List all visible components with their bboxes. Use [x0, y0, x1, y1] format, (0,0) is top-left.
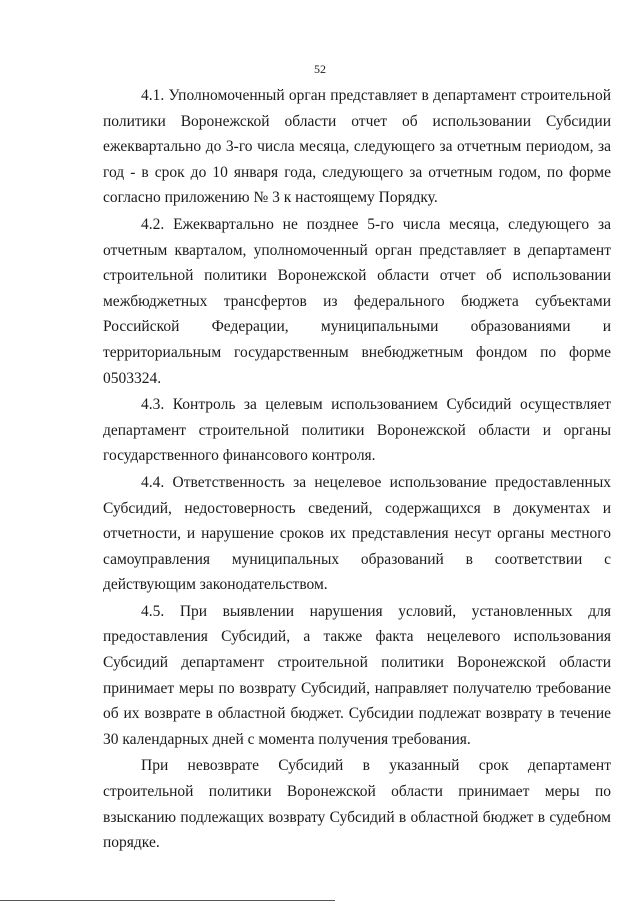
- paragraph-4-2: 4.2. Ежеквартально не позднее 5-го числа месяца, следующего за отчетным кварталом, уполномоченный орган представляет в департамент строительной политики Воронежской области отчет об использовании межбюджетных трансфертов из федерального бюджета субъектами Российской Федерации, муниципальными образованиями и территориальным государственным внебюджетным фондом по форме 0503324.: [103, 215, 611, 387]
- bottom-divider: [0, 900, 335, 901]
- paragraph-non-return: При невозврате Субсидий в указанный срок департамент строительной политики Воронежской области принимает меры по взысканию подлежащих возврату Субсидий в областной бюджет в судебном порядке.: [103, 757, 611, 852]
- paragraph-4-5: 4.5. При выявлении нарушения условий, установленных для предоставления Субсидий, а также факта нецелевого использования Субсидий департамент строительной политики Воронежской области принимает меры по возврату Субсидий, направляет получателю требование об их возврате в областной бюджет. Субсидии подлежат возврату в течение 30 календарных дней с момента получения требования.: [103, 602, 611, 748]
- paragraph-4-3: 4.3. Контроль за целевым использованием Субсидий осуществляет департамент строительной политики Воронежской области и органы государственного финансового контроля.: [103, 396, 611, 465]
- paragraph-4-4: 4.4. Ответственность за нецелевое использование предоставленных Субсидий, недостоверность сведений, содержащихся в документах и отчетности, и нарушение сроков их представления несут органы местного самоуправления муниципальных образований в соответствии с действующим законодательством.: [103, 473, 611, 594]
- document-body: [103, 83, 611, 856]
- paragraph-4-1: 4.1. Уполномоченный орган представляет в департамент строительной политики Воронежской области отчет об использовании Субсидии ежеквартально до 3-го числа месяца, следующего за отчетным периодом, за год - в срок до 10 января года, следующего за отчетным годом, по форме согласно приложению № 3 к настоящему Порядку.: [103, 87, 611, 207]
- page-number: 52: [314, 62, 326, 76]
